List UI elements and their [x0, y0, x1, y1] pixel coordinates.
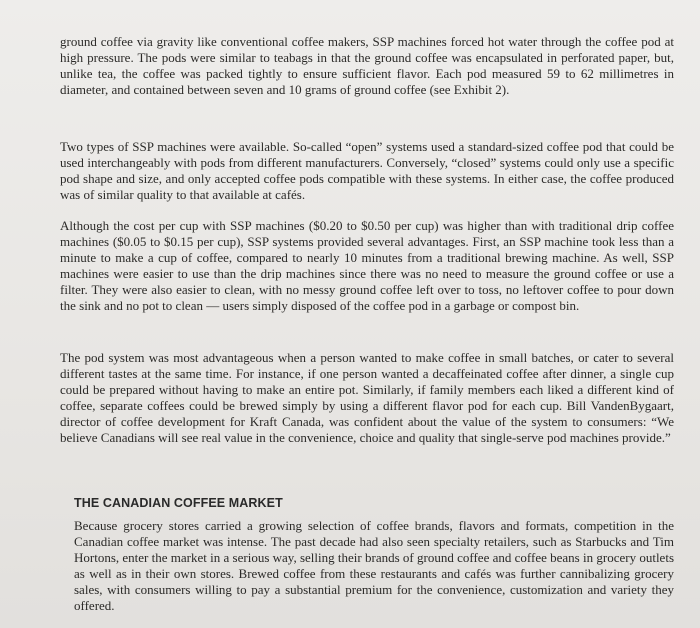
section-heading: THE CANADIAN COFFEE MARKET	[74, 496, 283, 510]
paragraph-ssp-pods: ground coffee via gravity like conventional coffee makers, SSP machines forced hot water through the coffee pod at high pressure. The pods were similar to teabags in that the ground coffee was encapsulated in perforated paper, but, unlike tea, the coffee was packed tightly to ensure sufficient flavor. Each pod measured 59 to 62 millimetres in diameter, and contained between seven and 10 grams of ground coffee (see Exhibit 2).	[60, 34, 674, 98]
paragraph-pod-system-benefits: The pod system was most advantageous when a person wanted to make coffee in small batches, or cater to several different tastes at the same time. For instance, if one person wanted a decaffeinated coffee after dinner, a single cup could be prepared without having to make an entire pot. Similarly, if family members each liked a different kind of coffee, separate coffees could be brewed simply by using a different flavor pod for each cup. Bill VandenBygaart, director of coffee development for Kraft Canada, was confident about the value of the system to consumers: “We believe Canadians will see real value in the convenience, choice and quality that single-serve pod machines provide.”	[60, 350, 674, 446]
paragraph-open-closed-systems: Two types of SSP machines were available. So-called “open” systems used a standard-sized coffee pod that could be used interchangeably with pods from different manufacturers. Conversely, “closed” systems could only use a specific pod shape and size, and only accepted coffee pods compatible with these systems. In either case, the coffee produced was of similar quality to that available at cafés.	[60, 139, 674, 203]
paragraph-cost-advantages: Although the cost per cup with SSP machines ($0.20 to $0.50 per cup) was higher than with traditional drip coffee machines ($0.05 to $0.15 per cup), SSP systems provided several advantages. First, an SSP machine took less than a minute to make a cup of coffee, compared to nearly 10 minutes from a traditional brewing machine. As well, SSP machines were easier to use than the drip machines since there was no need to measure the ground coffee or use a filter. They were also easier to clean, with no messy ground coffee left over to toss, no leftover coffee to pour down the sink and no pot to clean — users simply disposed of the coffee pod in a garbage or compost bin.	[60, 218, 674, 314]
paragraph-canadian-market: Because grocery stores carried a growing selection of coffee brands, flavors and formats, competition in the Canadian coffee market was intense. The past decade had also seen specialty retailers, such as Starbucks and Tim Hortons, enter the market in a serious way, selling their brands of ground coffee and coffee beans in grocery outlets as well as in their own stores. Brewed coffee from these restaurants and cafés was further cannibalizing grocery sales, with consumers willing to pay a substantial premium for the convenience, customization and variety they offered.	[74, 518, 674, 614]
